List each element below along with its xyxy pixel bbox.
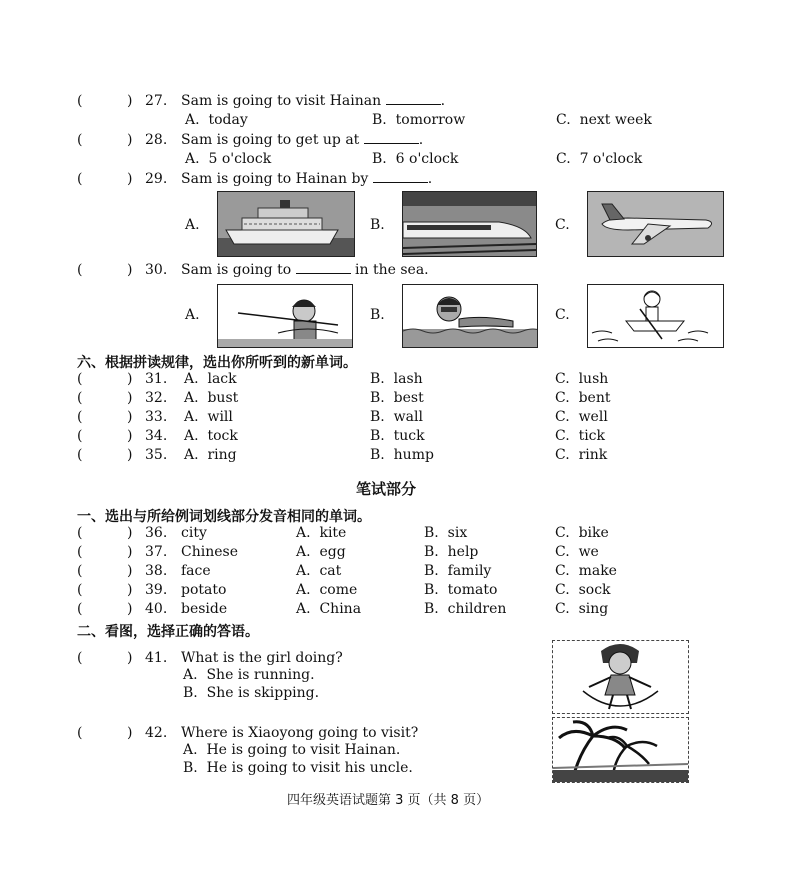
answer-paren-open: (: [77, 93, 83, 109]
question-stem: What is the girl doing?: [181, 650, 343, 666]
answer-paren-open: (: [77, 650, 83, 666]
option-b: B. children: [424, 601, 507, 617]
answer-paren-open: (: [77, 544, 83, 560]
answer-blank: [296, 261, 351, 274]
option-c: C. bike: [555, 525, 609, 541]
question-number: 39.: [145, 582, 168, 598]
option-c: C. bent: [555, 390, 611, 406]
question-stem: Sam is going to in the sea.: [181, 262, 429, 278]
skipping-girl-icon: [552, 640, 689, 714]
option-c: C. we: [555, 544, 599, 560]
option-a: A.: [185, 217, 200, 233]
answer-paren-close: ): [127, 390, 133, 406]
fishing-boy-icon: [217, 284, 353, 348]
option-b: B. help: [424, 544, 479, 560]
answer-paren-close: ): [127, 428, 133, 444]
answer-paren-open: (: [77, 390, 83, 406]
written-part-title: 笔试部分: [356, 480, 417, 498]
rowing-boy-icon: [587, 284, 724, 348]
option-b: B.: [370, 307, 385, 323]
answer-paren-open: (: [77, 563, 83, 579]
airplane-icon: [587, 191, 724, 257]
option-b: B. best: [370, 390, 424, 406]
answer-blank: [373, 170, 428, 183]
option-b: B.: [370, 217, 385, 233]
answer-paren-open: (: [77, 371, 83, 387]
option-c: C. tick: [555, 428, 606, 444]
option-b: B. lash: [370, 371, 423, 387]
option-b: B. She is skipping.: [183, 685, 320, 701]
option-b: B. 6 o'clock: [372, 151, 459, 167]
answer-paren-close: ): [127, 544, 133, 560]
option-a: A. China: [296, 601, 362, 617]
example-word: beside: [181, 601, 228, 617]
option-b: B. tomato: [424, 582, 498, 598]
answer-paren-open: (: [77, 725, 83, 741]
answer-paren-close: ): [127, 132, 133, 148]
answer-paren-open: (: [77, 525, 83, 541]
option-b: B. family: [424, 563, 492, 579]
question-number: 29.: [145, 171, 168, 187]
question-stem: Sam is going to visit Hainan .: [181, 93, 446, 109]
question-number: 40.: [145, 601, 168, 617]
option-a: A. 5 o'clock: [185, 151, 272, 167]
question-number: 37.: [145, 544, 168, 560]
option-c: C. lush: [555, 371, 609, 387]
section-heading: 一、选出与所给例词划线部分发音相同的单词。: [77, 509, 371, 525]
question-stem: Sam is going to Hainan by .: [181, 171, 433, 187]
option-a: A.: [185, 307, 200, 323]
option-a: A. lack: [184, 371, 237, 387]
option-c: C. well: [555, 409, 608, 425]
question-stem: Where is Xiaoyong going to visit?: [181, 725, 419, 741]
swimming-boy-icon: [402, 284, 538, 348]
option-c: C. rink: [555, 447, 608, 463]
example-word: potato: [181, 582, 227, 598]
answer-paren-open: (: [77, 171, 83, 187]
question-stem: Sam is going to get up at .: [181, 132, 424, 148]
option-b: B. wall: [370, 409, 423, 425]
question-number: 28.: [145, 132, 168, 148]
option-b: B. hump: [370, 447, 434, 463]
cruise-ship-icon: [217, 191, 355, 257]
option-c: C. 7 o'clock: [556, 151, 643, 167]
option-a: A. cat: [296, 563, 342, 579]
answer-paren-open: (: [77, 428, 83, 444]
question-number: 31.: [145, 371, 168, 387]
answer-paren-open: (: [77, 409, 83, 425]
answer-paren-close: ): [127, 582, 133, 598]
option-b: B. He is going to visit his uncle.: [183, 760, 413, 776]
question-number: 41.: [145, 650, 168, 666]
answer-paren-close: ): [127, 650, 133, 666]
question-number: 34.: [145, 428, 168, 444]
section-heading: 六、根据拼读规律，选出你所听到的新单词。: [77, 355, 357, 371]
option-c: C. sock: [555, 582, 611, 598]
option-c: C. make: [555, 563, 617, 579]
option-a: A. kite: [296, 525, 347, 541]
answer-paren-open: (: [77, 582, 83, 598]
option-a: A. today: [185, 112, 248, 128]
example-word: Chinese: [181, 544, 238, 560]
answer-paren-open: (: [77, 447, 83, 463]
palm-trees-beach-icon: [552, 717, 689, 783]
example-word: city: [181, 525, 207, 541]
question-number: 35.: [145, 447, 168, 463]
option-a: A. tock: [184, 428, 238, 444]
answer-paren-open: (: [77, 262, 83, 278]
question-number: 36.: [145, 525, 168, 541]
question-number: 27.: [145, 93, 168, 109]
answer-paren-open: (: [77, 132, 83, 148]
question-number: 33.: [145, 409, 168, 425]
question-number: 42.: [145, 725, 168, 741]
option-b: B. six: [424, 525, 468, 541]
answer-paren-close: ): [127, 409, 133, 425]
question-number: 38.: [145, 563, 168, 579]
answer-paren-close: ): [127, 262, 133, 278]
option-a: A. He is going to visit Hainan.: [183, 742, 401, 758]
option-b: B. tuck: [370, 428, 425, 444]
option-c: C. sing: [555, 601, 609, 617]
option-a: A. She is running.: [183, 667, 315, 683]
option-a: A. come: [296, 582, 358, 598]
answer-paren-close: ): [127, 525, 133, 541]
option-c: C.: [555, 307, 570, 323]
section-heading: 二、看图，选择正确的答语。: [77, 624, 259, 640]
high-speed-train-icon: [402, 191, 537, 257]
option-a: A. egg: [296, 544, 346, 560]
answer-paren-close: ): [127, 93, 133, 109]
question-number: 30.: [145, 262, 168, 278]
answer-paren-close: ): [127, 447, 133, 463]
option-a: A. will: [184, 409, 233, 425]
answer-paren-close: ): [127, 725, 133, 741]
question-number: 32.: [145, 390, 168, 406]
option-b: B. tomorrow: [372, 112, 466, 128]
answer-blank: [386, 92, 441, 105]
answer-paren-close: ): [127, 601, 133, 617]
example-word: face: [181, 563, 211, 579]
page-footer: 四年级英语试题第 3 页（共 8 页）: [287, 793, 490, 808]
option-c: C.: [555, 217, 570, 233]
answer-paren-open: (: [77, 601, 83, 617]
option-a: A. ring: [184, 447, 237, 463]
option-a: A. bust: [184, 390, 239, 406]
answer-paren-close: ): [127, 371, 133, 387]
answer-paren-close: ): [127, 563, 133, 579]
answer-blank: [364, 131, 419, 144]
option-c: C. next week: [556, 112, 652, 128]
answer-paren-close: ): [127, 171, 133, 187]
